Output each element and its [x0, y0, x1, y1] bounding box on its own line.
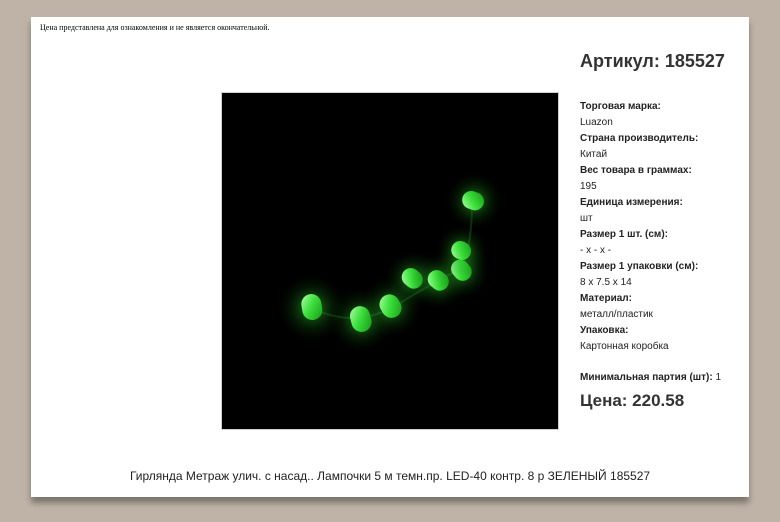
product-title: Гирлянда Метраж улич. с насад.. Лампочки 5 м темн.пр. LED-40 контр. 8 р ЗЕЛЕНЫЙ 185527	[129, 469, 651, 483]
price-disclaimer: Цена представлена для ознакомления и не является окончательной.	[40, 23, 270, 32]
spec-label-item-size: Размер 1 шт. (см):	[580, 229, 668, 240]
led-garland-image	[222, 93, 558, 429]
spec-value-item-size: - x - x -	[580, 245, 612, 256]
min-order-label: Минимальная партия (шт):	[580, 372, 713, 383]
spec-label-country: Страна производитель:	[580, 133, 699, 144]
spec-value-package-size: 8 x 7.5 x 14	[580, 277, 632, 288]
spec-value-country: Китай	[580, 149, 608, 160]
spec-label-material: Материал:	[580, 293, 632, 304]
spec-label-brand: Торговая марка:	[580, 101, 661, 112]
spec-value-weight: 195	[580, 181, 597, 192]
spec-label-unit: Единица измерения:	[580, 197, 683, 208]
spec-value-brand: Luazon	[580, 117, 613, 128]
article-number: Артикул: 185527	[580, 51, 725, 71]
spec-value-packaging: Картонная коробка	[580, 341, 669, 352]
min-order	[580, 372, 721, 383]
product-photo	[221, 92, 559, 430]
spec-value-unit: шт	[580, 213, 593, 224]
product-sheet	[31, 17, 749, 497]
spec-label-weight: Вес товара в граммах:	[580, 165, 692, 176]
spec-label-package-size: Размер 1 упаковки (см):	[580, 261, 699, 272]
price: Цена: 220.58	[580, 391, 685, 410]
specs-list	[580, 99, 745, 355]
spec-value-material: металл/пластик	[580, 309, 653, 320]
min-order-value: 1	[715, 372, 722, 383]
spec-label-packaging: Упаковка:	[580, 325, 629, 336]
led-bulbs	[273, 165, 510, 359]
